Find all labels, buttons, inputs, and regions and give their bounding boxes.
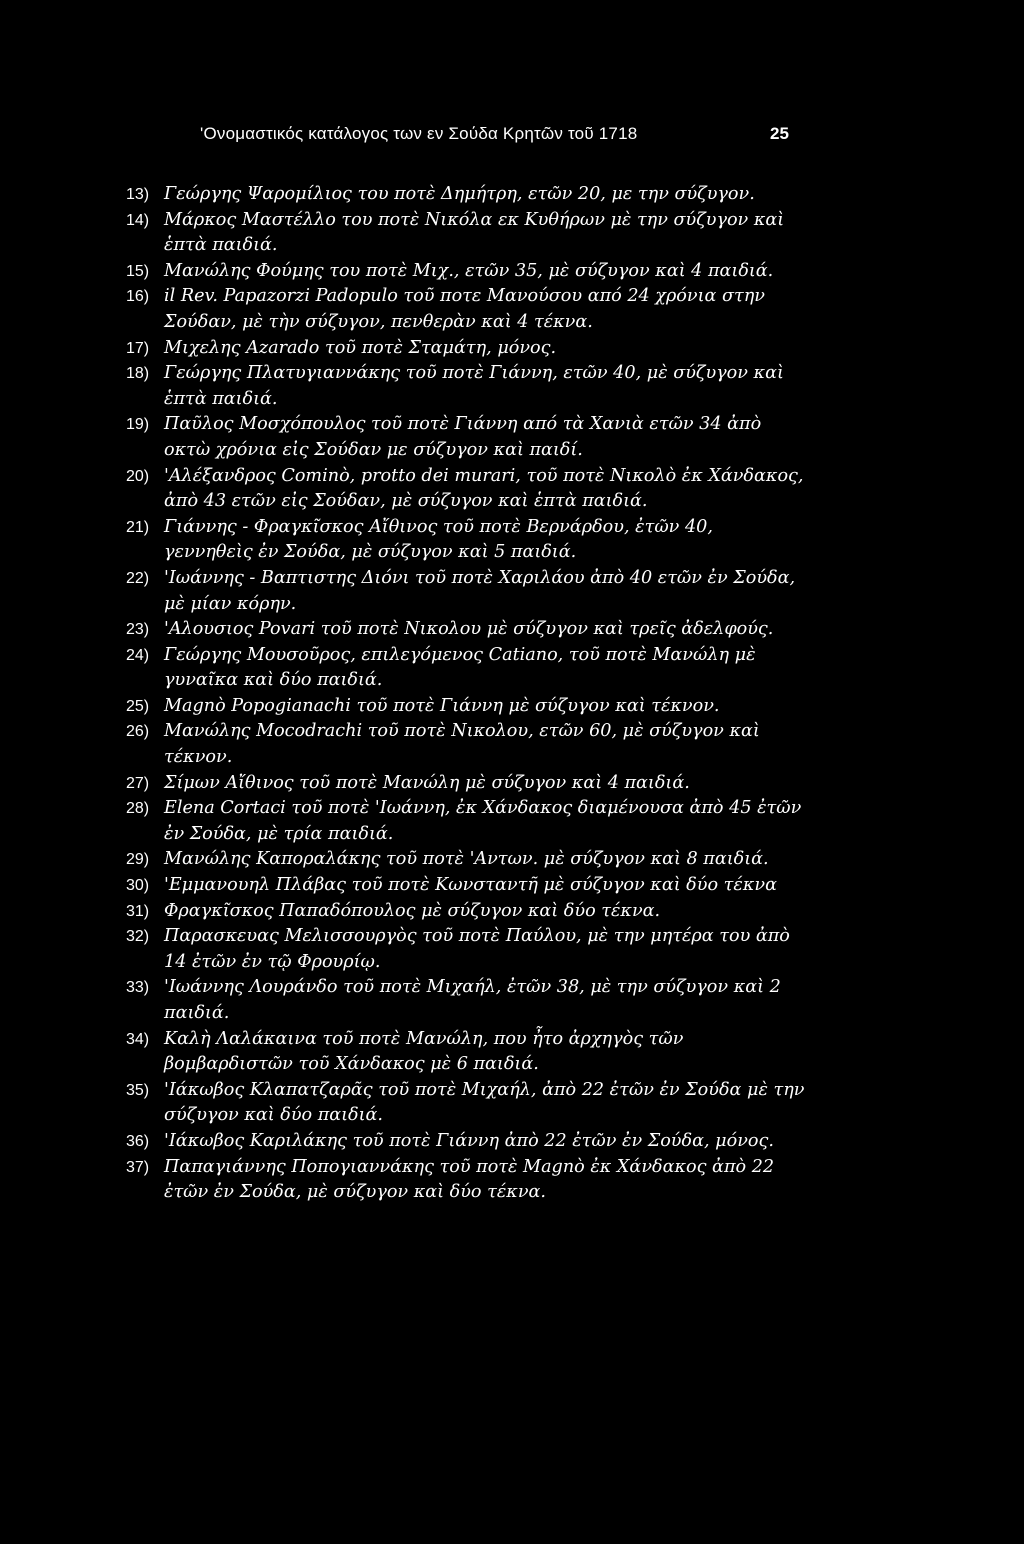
entry-text: 'Ιωάννης - Βαπτιστης Διόνι τοῦ ποτὲ Χαριλάου ἀπὸ 40 ετῶν ἐν Σούδα, μὲ μίαν κόρην.: [164, 567, 796, 614]
list-item: [126, 208, 806, 259]
entry-text: Σίμων Αἴθινος τοῦ ποτὲ Μανώλη μὲ σύζυγον καὶ 4 παιδιά.: [164, 772, 690, 793]
entry-text: Καλὴ Λαλάκαινα τοῦ ποτὲ Μανώλη, που ἦτο ἀρχηγὸς τῶν βομβαρδιστῶν τοῦ Χάνδακος μὲ 6 παιδιά.: [164, 1028, 684, 1075]
entry-number: 25): [126, 697, 150, 715]
list-item: [126, 796, 806, 847]
entry-number: 22): [126, 569, 150, 587]
entry-number: 27): [126, 774, 150, 792]
entry-number: 32): [126, 928, 150, 946]
list-item: [126, 924, 806, 975]
entry-text: Elena Cortaci τοῦ ποτὲ 'Ιωάννη, ἐκ Χάνδακος διαμένουσα ἀπὸ 45 ἐτῶν ἐν Σούδα, μὲ τρία παιδιά.: [164, 798, 802, 844]
list-item: [126, 1129, 806, 1155]
entry-text: Μανώλης Καποραλάκης τοῦ ποτὲ 'Αντων. μὲ σύζυγον καὶ 8 παιδιά.: [164, 849, 769, 870]
entry-number: 30): [126, 877, 150, 895]
list-item: [126, 566, 806, 617]
entry-text: 'Ιάκωβος Κλαπατζαρᾶς τοῦ ποτὲ Μιχαήλ, ἀπὸ 22 ἐτῶν ἐν Σούδα μὲ την σύζυγον καὶ δύο παιδιά.: [164, 1079, 805, 1126]
entry-text: 'Αλουσιος Povari τοῦ ποτὲ Νικολου μὲ σύζυγον καὶ τρεῖς ἀδελφούς.: [164, 619, 774, 640]
entry-number: 21): [126, 518, 150, 536]
entry-number: 13): [126, 186, 150, 203]
entry-text: Μιχελης Azarado τοῦ ποτὲ Σταμάτη, μόνος.: [164, 337, 557, 358]
list-item: [126, 182, 806, 208]
list-item: [126, 694, 806, 720]
list-item: [126, 361, 806, 412]
entry-number: 36): [126, 1132, 150, 1150]
entry-number: 31): [126, 902, 150, 920]
list-item: [126, 847, 806, 873]
list-item: [126, 873, 806, 899]
entry-number: 14): [126, 211, 150, 229]
list-item: [126, 1027, 806, 1078]
entry-number: 18): [126, 365, 150, 383]
entry-number: 24): [126, 646, 150, 664]
entry-number: 16): [126, 288, 150, 306]
entry-text: Μανώλης Φούμης του ποτὲ Μιχ., ετῶν 35, μὲ σύζυγον καὶ 4 παιδιά.: [164, 260, 774, 281]
entry-text: Μάρκος Μαστέλλο του ποτὲ Νικόλα εκ Κυθήρων μὲ την σύζυγον καὶ ἑπτὰ παιδιά.: [164, 209, 785, 256]
entry-text: Γεώργης Πλατυγιαννάκης τοῦ ποτὲ Γιάννη, ετῶν 40, μὲ σύζυγον καὶ ἑπτὰ παιδιά.: [164, 363, 784, 409]
entry-text: Παῦλος Μοσχόπουλος τοῦ ποτὲ Γιάννη από τὰ Χανιὰ ετῶν 34 ἀπὸ οκτὼ χρόνια εἰς Σούδαν με σύζυγον καὶ παιδί.: [164, 414, 762, 460]
list-item: [126, 336, 806, 362]
entry-number: 20): [126, 467, 150, 485]
entry-list: [126, 182, 806, 1206]
entry-text: Φραγκῖσκος Παπαδόπουλος μὲ σύζυγον καὶ δύο τέκνα.: [164, 900, 661, 921]
page-number: 25: [770, 124, 789, 143]
list-item: [126, 643, 806, 694]
entry-text: Γιάννης - Φραγκῖσκος Αἴθινος τοῦ ποτὲ Βερνάρδου, ἐτῶν 40, γεννηθεὶς ἐν Σούδα, μὲ σύζυγον καὶ 5 παιδιά.: [164, 516, 713, 563]
list-item: [126, 259, 806, 285]
entry-text: Magnò Popogianachi τοῦ ποτὲ Γιάννη μὲ σύζυγον καὶ τέκνον.: [164, 695, 720, 716]
entry-number: 26): [126, 723, 150, 741]
entry-text: il Rev. Papazorzi Padopulo τοῦ ποτε Μανούσου από 24 χρόνια στην Σούδαν, μὲ τὴν σύζυγον, πενθερὰν καὶ 4 τέκνα.: [164, 286, 765, 332]
list-item: [126, 464, 806, 515]
entry-number: 19): [126, 416, 150, 434]
entry-number: 33): [126, 979, 150, 997]
entry-text: Παρασκευας Μελισσουργὸς τοῦ ποτὲ Παύλου, μὲ την μητέρα του ἀπὸ 14 ἐτῶν ἐν τῷ Φρουρίῳ.: [164, 926, 790, 972]
entry-number: 37): [126, 1158, 150, 1176]
entry-text: Μανώλης Mocodrachi τοῦ ποτὲ Νικολου, ετῶν 60, μὲ σύζυγον καὶ τέκνον.: [164, 721, 760, 768]
list-item: [126, 515, 806, 566]
entry-number: 23): [126, 621, 150, 639]
entry-number: 29): [126, 851, 150, 869]
entry-text: 'Ιάκωβος Καριλάκης τοῦ ποτὲ Γιάννη ἀπὸ 22 ἐτῶν ἐν Σούδα, μόνος.: [164, 1130, 774, 1151]
entry-number: 17): [126, 339, 150, 357]
list-item: [126, 617, 806, 643]
entry-text: Παπαγιάννης Ποπογιαννάκης τοῦ ποτὲ Magnò ἐκ Χάνδακος ἀπὸ 22 ἐτῶν ἐν Σούδα, μὲ σύζυγον καὶ δύο τέκνα.: [164, 1156, 775, 1203]
list-item: [126, 1078, 806, 1129]
list-item: [126, 719, 806, 770]
entry-text: Γεώργης Ψαρομίλιος του ποτὲ Δημήτρη, ετῶν 20, με την σύζυγον.: [164, 184, 755, 204]
entry-number: 28): [126, 800, 150, 818]
entry-text: 'Αλέξανδρος Cominò, protto dei murari, τοῦ ποτὲ Νικολὸ ἐκ Χάνδακος, ἀπὸ 43 ετῶν εἰς Σούδαν, μὲ σύζυγον καὶ ἑπτὰ παιδιά.: [164, 465, 804, 512]
entry-number: 35): [126, 1081, 150, 1099]
list-item: [126, 771, 806, 797]
list-item: [126, 899, 806, 925]
entry-number: 15): [126, 262, 150, 280]
entry-number: 34): [126, 1030, 150, 1048]
entry-text: 'Εμμανουηλ Πλάβας τοῦ ποτὲ Κωνσταντῆ μὲ σύζυγον καὶ δύο τέκνα: [164, 875, 777, 896]
list-item: [126, 412, 806, 463]
list-item: [126, 284, 806, 335]
list-item: [126, 975, 806, 1026]
list-item: [126, 1155, 806, 1206]
entry-text: Γεώργης Μουσοῦρος, επιλεγόμενος Catiano, τοῦ ποτὲ Μανώλη μὲ γυναῖκα καὶ δύο παιδιά.: [164, 644, 756, 691]
running-head: 'Ονομαστικός κατάλογος των εν Σούδα Κρητῶν τοῦ 1718: [200, 124, 638, 143]
entry-text: 'Ιωάννης Λουράνδο τοῦ ποτὲ Μιχαήλ, ἐτῶν 38, μὲ την σύζυγον καὶ 2 παιδιά.: [164, 977, 781, 1023]
